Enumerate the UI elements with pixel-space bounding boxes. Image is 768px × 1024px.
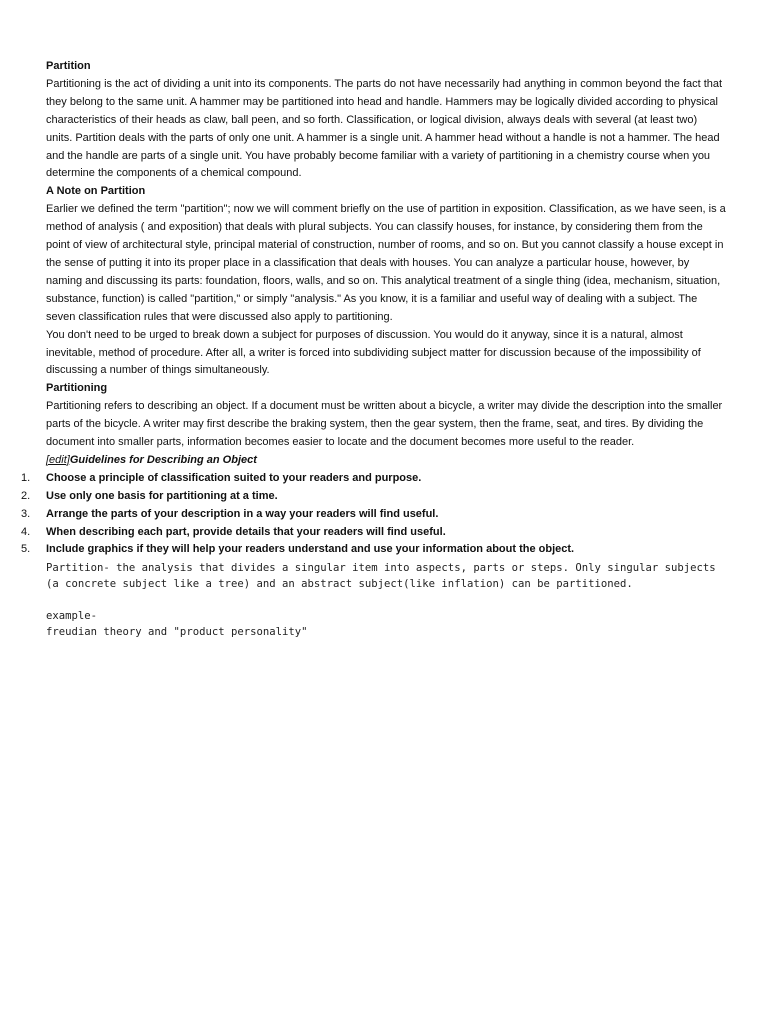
paragraph-partitioning: Partitioning refers to describing an object. If a document must be written about a bicycle, a writer may divide the description into the smaller parts of the bicycle. A writer may first describe the braking system, then the gear system, then the frame, seat, and tires. By dividing the document into smaller parts, information becomes easier to locate and the document becomes more useful to the reader. — [46, 400, 723, 449]
section-heading-note-on-partition: A Note on Partition — [46, 185, 146, 198]
list-item-text: Arrange the parts of your description in a way your readers will find useful. — [46, 507, 439, 520]
list-item-number: 4. — [21, 525, 31, 538]
list-item-number: 1. — [21, 471, 31, 484]
note-definition: Partition- the analysis that divides a singular item into aspects, parts or steps. Only singular subjects (a concrete subject like a tree) and an abstract subject(like inflation) can be partitioned. — [46, 562, 716, 591]
note-example-text: freudian theory and "product personality" — [46, 626, 308, 639]
list-item-text: When describing each part, provide details that your readers will find useful. — [46, 525, 446, 538]
list-item — [21, 506, 726, 524]
list-item — [21, 524, 726, 542]
section-heading-partition: Partition — [46, 60, 91, 72]
list-item-text: Use only one basis for partitioning at a time. — [46, 489, 278, 502]
guidelines-heading-row — [46, 452, 726, 470]
guidelines-list — [21, 470, 726, 560]
list-item-text: Include graphics if they will help your readers understand and use your information about the object. — [46, 543, 575, 556]
list-item-text: Choose a principle of classification suited to your readers and purpose. — [46, 471, 422, 484]
list-item — [21, 541, 726, 559]
guidelines-heading: Guidelines for Describing an Object — [69, 453, 257, 466]
list-item-number: 5. — [21, 543, 31, 556]
list-item-number: 2. — [21, 489, 31, 502]
note-example-label: example- — [46, 610, 98, 623]
paragraph-note-2: You don't need to be urged to break down a subject for purposes of discussion. You would do it anyway, since it is a natural, almost inevitable, method of procedure. After all, a writer is forced into subdividing subject matter for discussion because of the impossibility of discussing a number of things simultaneously. — [46, 328, 701, 377]
list-item — [21, 488, 726, 506]
section-heading-partitioning: Partitioning — [46, 382, 108, 395]
paragraph-note-1: Earlier we defined the term "partition"; now we will comment briefly on the use of partition in exposition. Classification, as we have seen, is a method of analysis ( and exposition) that deals with plural subjects. You can classify houses, for instance, by considering them from the point of view of architectural style, principal material of construction, number of rooms, and so on. But you cannot classify a house except in the sense of putting it into its proper place in a classification that deals with houses. You can analyze a particular house, however, by naming and discussing its parts: foundation, floors, walls, and so on. This analytical treatment of a single thing (idea, mechanism, situation, substance, function) is called "partition," or simply "analysis." As you know, it is a familiar and useful way of dealing with a subject. The seven classification rules that were discussed also apply to partitioning. — [46, 203, 726, 323]
paragraph-partition: Partitioning is the act of dividing a unit into its components. The parts do not have necessarily had anything in common beyond the fact that they belong to the same unit. A hammer may be partitioned into head and handle. Hammers may be logically divided according to physical characteristics of their heads as claw, ball peen, and so forth. Classification, or logical division, always deals with several (at least two) units. Partition deals with the parts of only one unit. A hammer is a single unit. A hammer head without a handle is not a hammer. The head and the handle are parts of a single unit. You have probably become familiar with a variety of partitioning in a chemistry course when you determine the components of a chemical compound. — [46, 77, 723, 180]
list-item — [21, 470, 726, 488]
handwritten-note — [46, 560, 726, 640]
list-item-number: 3. — [21, 507, 31, 520]
edit-link[interactable]: [edit] — [46, 453, 70, 466]
document-body — [21, 58, 726, 640]
